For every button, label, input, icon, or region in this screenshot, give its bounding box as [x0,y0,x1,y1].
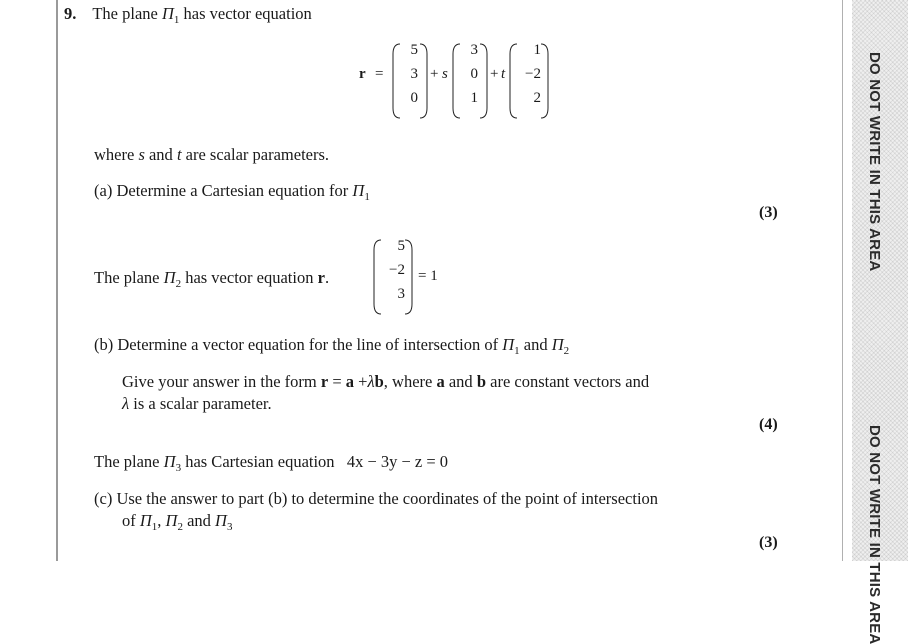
normal-entry: 3 [397,286,405,302]
where-t: t [176,145,182,164]
part-b [94,335,569,355]
eq1-t: t [501,66,506,82]
part-a-marks: (3) [759,204,778,221]
where-post: are scalar parameters. [185,145,330,164]
plane3-pre: The plane [94,452,160,471]
plane2-pre: The plane [94,268,160,287]
vec3-entry: 2 [533,90,541,106]
plane-subscript: 3 [226,521,233,533]
vector-direction-2 [509,42,549,120]
plane2-r: r [317,268,325,287]
comma: , [157,511,162,530]
plane2-rhs: = 1 [418,268,438,284]
where-word: where [94,145,135,164]
eq1-equals: = [375,66,384,82]
part-c-line2 [122,511,232,531]
normal-vector [373,238,413,316]
vec2-entry: 0 [470,66,478,82]
plane-subscript: 1 [173,14,180,26]
normal-entry: −2 [389,262,405,278]
plane-subscript: 1 [364,191,370,203]
part-b-marks: (4) [759,416,778,433]
give-and: and [448,372,473,391]
where-line [94,145,329,165]
vec1-entry: 3 [410,66,418,82]
part-c-text: Use the answer to part (b) to determine the coordinates of the point of intersection [116,489,659,508]
plane-subscript: 2 [177,521,183,533]
plane3-post: has Cartesian equation [185,452,335,471]
give-a: a [436,372,445,391]
margin-warning-top: DO NOT WRITE IN THIS AREA [866,52,883,272]
part-b-lambda-line [122,394,272,414]
plane-subscript: 2 [563,345,570,357]
part-a-text: Determine a Cartesian equation for [116,181,349,200]
plane3-equation: 4x − 3y − z = 0 [346,452,449,471]
where-and: and [148,145,173,164]
vec3-entry: −2 [525,66,541,82]
form-eq: = [332,372,342,391]
plane-symbol: Π [163,452,176,471]
part-b-form-line [122,372,649,392]
plane2-dot: . [324,268,330,287]
lambda-symbol: λ [122,394,130,413]
eq1-r: r [359,66,366,82]
plane-subscript: 1 [514,345,520,357]
plane-symbol: Π [352,181,365,200]
vec2-entry: 3 [470,42,478,58]
vec3-entry: 1 [533,42,541,58]
part-c [94,489,658,509]
plane-symbol: Π [161,4,174,23]
intro-rest: has vector equation [183,4,312,23]
form-lambda: λ [367,372,375,391]
question-header [64,4,312,24]
part-b-label: (b) [94,335,114,354]
vec2-entry: 1 [470,90,478,106]
vector-position [392,42,428,120]
give-where: , where [383,372,433,391]
page-left-border [56,0,58,561]
where-s: s [138,145,145,164]
give-b: b [476,372,486,391]
eq1-plus2: + [490,66,499,82]
page-right-border [842,0,843,561]
plane-symbol: Π [165,511,178,530]
part-b-text: Determine a vector equation for the line of intersection of [117,335,499,354]
give-text: Give your answer in the form [122,372,317,391]
plane3-text [94,452,448,472]
form-r: r [320,372,329,391]
plane-symbol: Π [163,268,176,287]
plane-symbol: Π [502,335,515,354]
vec1-entry: 5 [410,42,418,58]
give-rest: are constant vectors and [490,372,650,391]
part-a [94,181,370,201]
lambda-text: is a scalar parameter. [133,394,272,413]
eq1-s: s [442,66,448,82]
plane2-text [94,268,329,288]
plane-symbol: Π [139,511,152,530]
part-c-of: of [122,511,136,530]
plane-symbol: Π [551,335,564,354]
part-a-label: (a) [94,181,113,200]
margin-warning-bottom: DO NOT WRITE IN THIS AREA [866,425,883,644]
plane-symbol: Π [215,511,227,530]
plane-subscript: 2 [175,278,182,290]
plane-subscript: 3 [175,462,182,474]
intro-text: The plane [92,4,158,23]
part-b-and: and [523,335,548,354]
vec1-entry: 0 [410,90,418,106]
question-number: 9. [64,4,77,23]
form-plus: + [358,372,368,391]
form-a: a [345,372,355,391]
vector-direction-1 [452,42,488,120]
form-b: b [374,372,384,391]
part-c-label: (c) [94,489,113,508]
eq1-plus1: + [430,66,439,82]
normal-entry: 5 [397,238,405,254]
plane-subscript: 1 [151,521,158,533]
part-c-marks: (3) [759,534,778,551]
plane2-post: has vector equation [185,268,314,287]
part-c-and: and [187,511,211,530]
